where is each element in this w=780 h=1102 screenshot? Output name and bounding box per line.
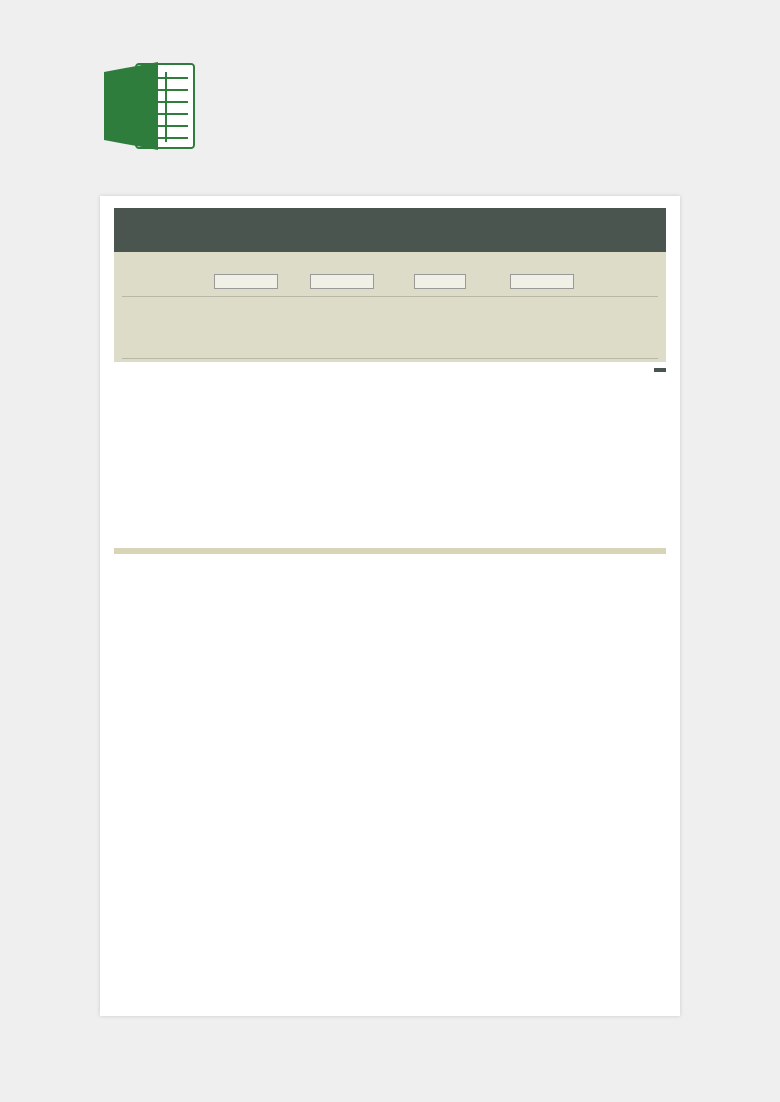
chart-base-band	[114, 548, 666, 554]
category-summary-grid	[122, 298, 658, 358]
total-amount-field[interactable]	[510, 274, 574, 289]
category-row	[122, 298, 658, 318]
promo-header	[0, 0, 780, 190]
total-qty-field[interactable]	[414, 274, 466, 289]
sheet-banner	[114, 208, 666, 252]
spreadsheet-page	[100, 196, 680, 1016]
excel-logo-icon	[100, 58, 196, 154]
chart-canvas	[114, 368, 666, 550]
amount-row	[122, 338, 658, 358]
end-date-field[interactable]	[310, 274, 374, 289]
chart-title	[654, 368, 666, 372]
start-date-field[interactable]	[214, 274, 278, 289]
quantity-row	[122, 318, 658, 338]
summary-panel	[114, 252, 666, 362]
sales-chart	[114, 368, 666, 554]
